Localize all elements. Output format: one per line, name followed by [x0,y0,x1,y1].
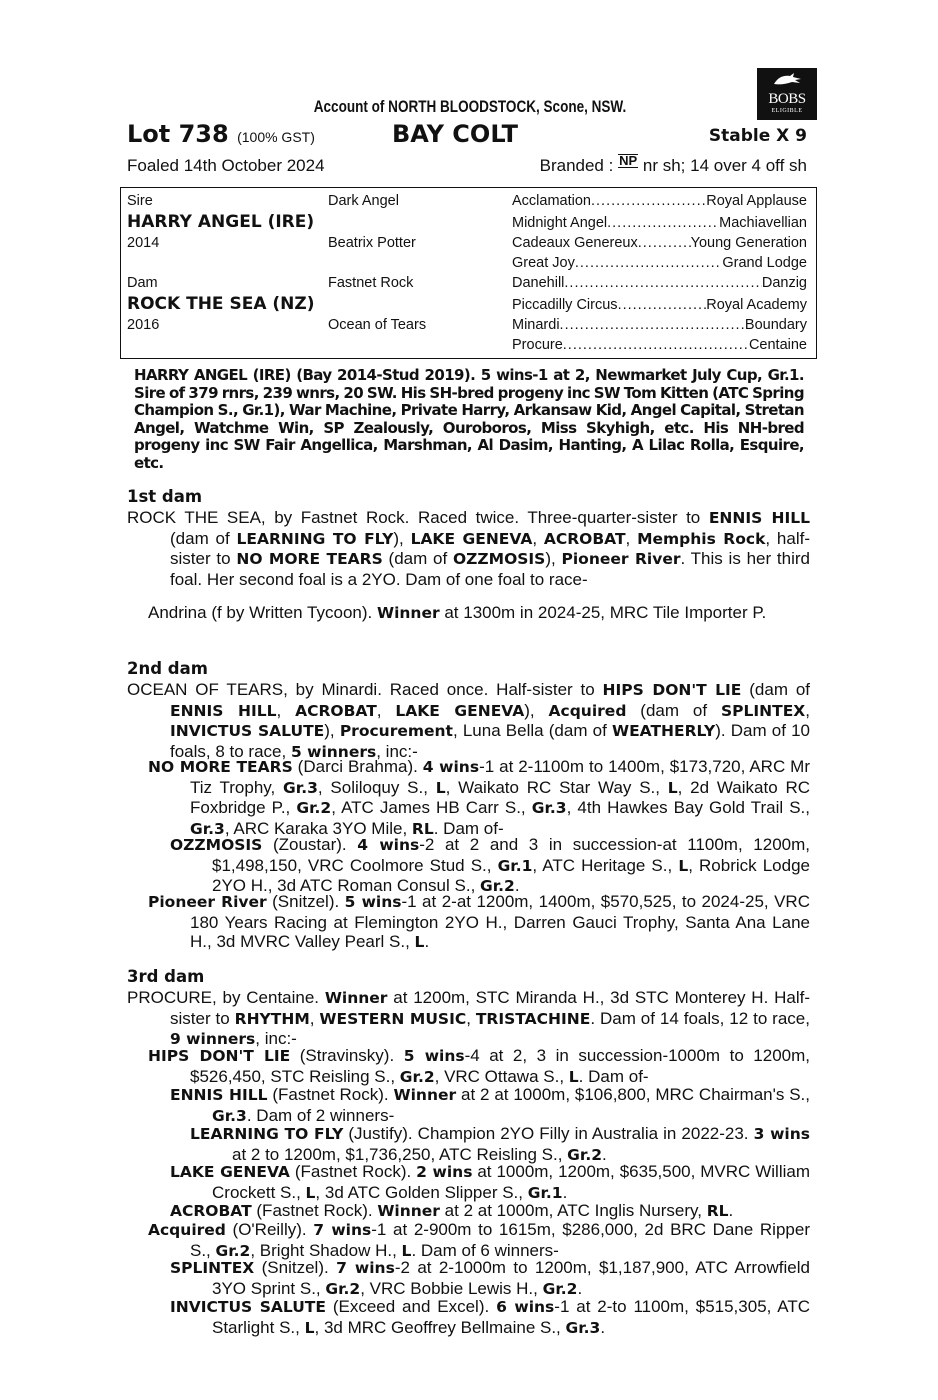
bold-highlight: Gr.2 [325,1279,361,1298]
text-run: OCEAN OF TEARS, by Minardi. Raced once. Half-sister to [127,680,603,699]
bold-highlight: L [414,933,425,951]
bold-highlight: L [401,1241,412,1260]
text-run: , [276,700,296,720]
gp-sire: Acclamation [512,193,591,209]
bold-highlight: HIPS DON'T LIE [148,1047,291,1065]
text-run: (Fastnet Rock). [267,1085,394,1104]
progeny-entry [170,1297,811,1338]
text-run: , VRC Bobbie Lewis H., [360,1278,543,1298]
bold-highlight: 3 wins [753,1125,811,1143]
bold-highlight: Gr.2 [399,1067,435,1086]
text-run: -4 at 2, 3 in succession-1000m to 1200m, $526,450, STC Reisling S., [190,1046,810,1086]
bold-highlight: Gr.3 [212,1106,247,1125]
bold-highlight: Acquired [148,1221,226,1239]
bold-highlight: L [435,778,446,797]
grandparent-row [512,235,807,251]
bold-highlight: Procurement [339,722,453,740]
text-run: -1 at 2-1100m to 1400m, $173,720, ARC Mr Tiz Trophy, [190,757,810,797]
text-run: , ATC James HB Carr S., [331,798,532,817]
horse-head-icon [757,71,817,92]
bold-highlight: 5 winners [290,742,377,761]
bold-highlight: 7 wins [336,1259,395,1277]
bold-highlight: 4 wins [422,758,480,776]
text-run: (Snitzel). [254,1258,337,1277]
bold-highlight: 2 wins [416,1163,473,1181]
text-run: ), [324,721,340,740]
progeny-entry [170,1162,811,1203]
text-run: at 2 at 1000m, ATC Inglis Nursery, [439,1201,707,1220]
bold-highlight: 4 wins [357,836,420,854]
bold-highlight: 5 wins [344,893,402,911]
bold-highlight: NO MORE TEARS [148,758,293,776]
text-run: -1 at 2-at 1200m, 1400m, $570,525, to 2024-25, VRC 180 Years Racing at Flemington 2YO H., Darren Gauci Trophy, Santa Ana Lane H., 3d MVRC Valley Pearl S., [190,892,810,951]
bold-highlight: Acquired [548,701,627,720]
text-run: PROCURE, by Centaine. [127,988,325,1007]
grandparent-row [512,255,807,271]
grandparent-row [512,215,807,231]
gp-sire: Piccadilly Circus [512,297,618,313]
bold-highlight: SPLINTEX [720,701,806,720]
bold-highlight: LAKE GENEVA [410,529,533,548]
text-run: , [625,528,638,548]
text-run: (Exceed and Excel). [325,1297,497,1316]
bold-highlight: ENNIS HILL [708,509,811,527]
text-run: -2 at 2 and 3 in succession-at 1100m, 1200m, $1,498,150, VRC Coolmore Stud S., [212,835,810,875]
bold-highlight: Gr.2 [542,1279,578,1298]
colour-sex: BAY COLT [392,120,519,148]
bold-highlight: ACROBAT [543,529,626,548]
lot-number [127,120,315,148]
bold-highlight: OZZMOSIS [452,550,546,568]
text-run: (dam of [382,549,453,568]
bold-highlight: Winner [376,604,440,622]
bold-highlight: L [304,1318,315,1337]
bold-highlight: ACROBAT [295,701,377,720]
second-dam-heading: 2nd dam [127,659,208,678]
bold-highlight: TRISTACHINE [475,1009,591,1028]
lot-line [127,120,807,152]
bold-highlight: Gr.2 [480,877,515,895]
text-run: , 2d Waikato RC Foxbridge P., [190,777,810,817]
text-run: , Luna Bella (dam of [452,721,612,740]
text-run: -1 at 2-900m to 1615m, $286,000, 2d BRC Dane Ripper S., [190,1220,810,1260]
text-run: (dam of [741,680,810,699]
bold-highlight: Winner [324,989,388,1007]
progeny-entry [170,835,810,897]
text-run: . This is her third foal. Her second foal is a 2YO. Dam of one foal to race- [170,549,811,589]
sire-sire: Dark Angel [328,193,399,209]
sire-label: Sire [127,193,153,209]
text-run: , inc:- [255,1029,297,1048]
second-dam-paragraph [127,680,811,762]
bold-highlight: RL [411,819,434,838]
third-dam-heading: 3rd dam [127,967,205,986]
progeny-entry [170,1201,810,1222]
sire-name: HARRY ANGEL (IRE) [127,212,315,232]
text-run: , 3d ATC Golden Slipper S., [315,1182,528,1202]
text-run: . [562,1182,568,1202]
bold-highlight: Winner [393,1086,457,1104]
text-run: , [309,1008,320,1028]
branded-detail: nr sh; 14 over 4 off sh [642,156,807,175]
text-run: , [532,528,544,548]
grandparent-row [512,317,807,333]
bold-highlight: Pioneer River [561,550,681,568]
text-run: -1 at 2-to 1100m, $515,305, ATC Starlight S., [212,1297,811,1337]
text-run: , 3d MRC Geoffrey Bellmaine S., [314,1317,566,1337]
first-dam-heading: 1st dam [127,487,203,506]
dam-dam: Ocean of Tears [328,317,427,333]
foaled-date: Foaled 14th October 2024 [127,156,325,175]
text-run: , inc:- [376,741,418,761]
text-run: , ARC Karaka 3YO Mile, [224,818,412,838]
bold-highlight: Gr.3 [565,1318,601,1337]
branded-label: Branded : [539,156,614,175]
text-run: (dam of [626,700,721,720]
text-run: (Fastnet Rock). [251,1201,378,1220]
dam-sire: Fastnet Rock [328,275,414,291]
grandparent-row [512,337,807,353]
text-run: . [577,1278,583,1298]
gp-sire: Danehill [512,275,565,291]
text-run: at 1000m, 1200m, $635,500, MVRC William Crockett S., [212,1162,811,1202]
vendor-account: Account of NORTH BLOODSTOCK, Scone, NSW. [313,98,627,116]
gp-dam-sire: Boundary [744,317,807,333]
gp-sire: Great Joy [512,255,575,271]
text-run: . Dam of 14 foals, 12 to race, [590,1008,810,1028]
bold-highlight: ACROBAT [170,1202,252,1220]
bold-highlight: L [667,778,678,797]
bold-highlight: 9 winners [170,1030,256,1048]
gp-dam-sire: Machiavellian [719,215,807,231]
text-run: ), [524,700,549,720]
gp-dam-sire: Danzig [761,275,807,291]
bold-highlight: Gr.2 [296,799,332,817]
grandparent-row [512,193,807,209]
progeny-entry [148,603,810,624]
bold-highlight: Winner [377,1202,440,1220]
bold-highlight: WEATHERLY [611,722,716,740]
bold-highlight: HIPS DON'T LIE [602,681,742,699]
text-run: , Waikato RC Star Way S., [445,777,668,797]
dam-label: Dam [127,275,158,291]
text-run: (dam of [170,528,237,548]
bold-highlight: INVICTUS SALUTE [170,1298,326,1316]
bold-highlight: Gr.3 [190,819,225,838]
text-run: . [728,1201,734,1220]
bold-highlight: LEARNING TO FLY [190,1125,344,1143]
text-run: at 2 at 1000m, $106,800, MRC Chairman's S., [456,1085,810,1104]
text-run: . Dam of 2 winners- [246,1105,395,1125]
text-run: (O'Reilly). [225,1220,314,1239]
bold-highlight: ENNIS HILL [170,1086,268,1104]
gp-sire: Cadeaux Genereux [512,235,638,251]
gp-dam-sire: Royal Applause [706,193,807,209]
text-run: (Stravinsky). [290,1046,404,1065]
text-run: ). Dam of 10 foals, 8 to race, [170,721,811,761]
grandparent-row [512,297,807,313]
progeny-entry [190,1124,811,1165]
text-run: (Snitzel). [266,892,345,911]
progeny-entry [170,1085,810,1126]
bold-highlight: Gr.3 [531,799,567,817]
bold-highlight: LAKE GENEVA [170,1163,290,1181]
bold-highlight: INVICTUS SALUTE [170,722,325,740]
gp-sire: Midnight Angel [512,215,608,231]
text-run: ROCK THE SEA, by Fastnet Rock. Raced twice. Three-quarter-sister to [127,508,709,527]
bold-highlight: LAKE GENEVA [395,701,525,720]
progeny-entry [148,757,811,839]
text-run: . [424,932,430,951]
text-run: , [805,700,810,720]
text-run: (Zoustar). [262,835,358,854]
text-run: (Fastnet Rock). [289,1162,417,1181]
sire-dam: Beatrix Potter [328,235,416,251]
bold-highlight: Gr.1 [527,1183,563,1202]
gst-note: (100% GST) [237,129,315,145]
bold-highlight: L [678,856,689,875]
text-run: , ATC Heritage S., [532,855,679,875]
bold-highlight: Gr.2 [567,1145,603,1164]
text-run: at 2 to 1200m, $1,736,250, ATC Reisling S., [232,1144,568,1164]
text-run: . [600,1317,606,1337]
progeny-entry [148,1220,810,1261]
dam-year: 2016 [127,317,160,333]
logo-text: BOBS [768,91,806,107]
bold-highlight: RHYTHM [234,1009,310,1028]
bold-highlight: OZZMOSIS [170,836,263,854]
bold-highlight: ENNIS HILL [170,701,277,720]
bold-highlight: WESTERN MUSIC [319,1009,467,1028]
bold-highlight: L [568,1067,579,1086]
bold-highlight: LEARNING TO FLY [236,529,394,548]
progeny-entry [148,892,810,953]
text-run: , Soliloquy S., [317,777,436,797]
gp-sire: Minardi [512,317,560,333]
stable-location: Stable X 9 [708,126,807,146]
text-run: , Robrick Lodge 2YO H., 3d ATC Roman Consul S., [212,855,810,895]
text-run: , 4th Hawkes Bay Gold Trail S., [566,798,811,817]
progeny-entry [170,1258,810,1299]
bold-highlight: RL [706,1202,729,1220]
bold-highlight: 7 wins [313,1221,372,1239]
bold-highlight: Memphis Rock [637,529,766,548]
bold-highlight: SPLINTEX [170,1259,255,1277]
bold-highlight: Gr.1 [497,856,533,875]
gp-dam-sire: Grand Lodge [722,255,807,271]
text-run: ), [393,528,411,548]
sire-year: 2014 [127,235,160,251]
text-run: ), [545,549,562,568]
bold-highlight: Gr.3 [283,778,318,797]
sire-summary: HARRY ANGEL (IRE) (Bay 2014-Stud 2019). 5 wins-1 at 2, Newmarket July Cup, Gr.1. Sire of 379 rnrs, 239 wnrs, 20 SW. His SH-bred progeny inc SW Tom Kitten (ATC Spring Champion S., Gr.1), War Machine, Private Harry, Arkansaw Kid, Angel Capital, Stretan Angel, Watchme Win, SP Zealously, Ouroboros, Miss Skyhigh, etc. His NH-bred progeny inc SW Fair Angellica, Marshman, Al Dasim, Hanting, A Lilac Rolla, Esquire, etc. [134,366,804,472]
brand-info [540,154,807,176]
text-run: , [466,1008,476,1028]
text-run: , half-sister to [170,528,810,568]
text-run: at 1200m, STC Miranda H., 3d STC Monterey H. Half-sister to [170,988,810,1028]
bold-highlight: 6 wins [496,1298,555,1316]
bobs-eligible-logo [757,68,817,120]
bold-highlight: NO MORE TEARS [236,550,383,568]
text-run: at 1300m in 2024-25, MRC Tile Importer P. [439,603,767,622]
bold-highlight: Pioneer River [148,893,267,911]
logo-subtext: ELIGIBLE [771,108,803,114]
text-run: , Bright Shadow H., [250,1240,402,1260]
third-dam-paragraph [127,988,810,1050]
brand-mark: NP [619,153,638,168]
text-run: (Darci Brahma). [292,757,423,776]
text-run: (Justify). Champion 2YO Filly in Australia in 2022-23. [343,1124,754,1143]
gp-dam-sire: Young Generation [690,235,807,251]
text-run: . [602,1144,607,1164]
gp-dam-sire: Royal Academy [706,297,807,313]
progeny-entry [148,1046,810,1087]
dam-name: ROCK THE SEA (NZ) [127,294,315,314]
text-run: Andrina (f by Written Tycoon). [148,603,377,622]
text-run: . [514,876,520,895]
text-run: . Dam of- [578,1066,649,1086]
text-run: , [376,700,396,720]
gp-sire: Procure [512,337,563,353]
bold-highlight: L [305,1183,316,1202]
first-dam-paragraph [127,508,811,589]
text-run: . Dam of 6 winners- [411,1240,559,1260]
text-run: -2 at 2-1000m to 1200m, $1,187,900, ATC Arrowfield 3YO Sprint S., [212,1258,810,1298]
pedigree-table [120,187,817,359]
bold-highlight: 5 wins [403,1047,465,1065]
gp-dam-sire: Centaine [748,337,807,353]
bold-highlight: Gr.2 [215,1241,251,1260]
text-run: . Dam of- [433,818,504,838]
text-run: , VRC Ottawa S., [434,1066,569,1086]
lot-label: Lot 738 [127,120,229,148]
grandparent-row [512,275,807,291]
